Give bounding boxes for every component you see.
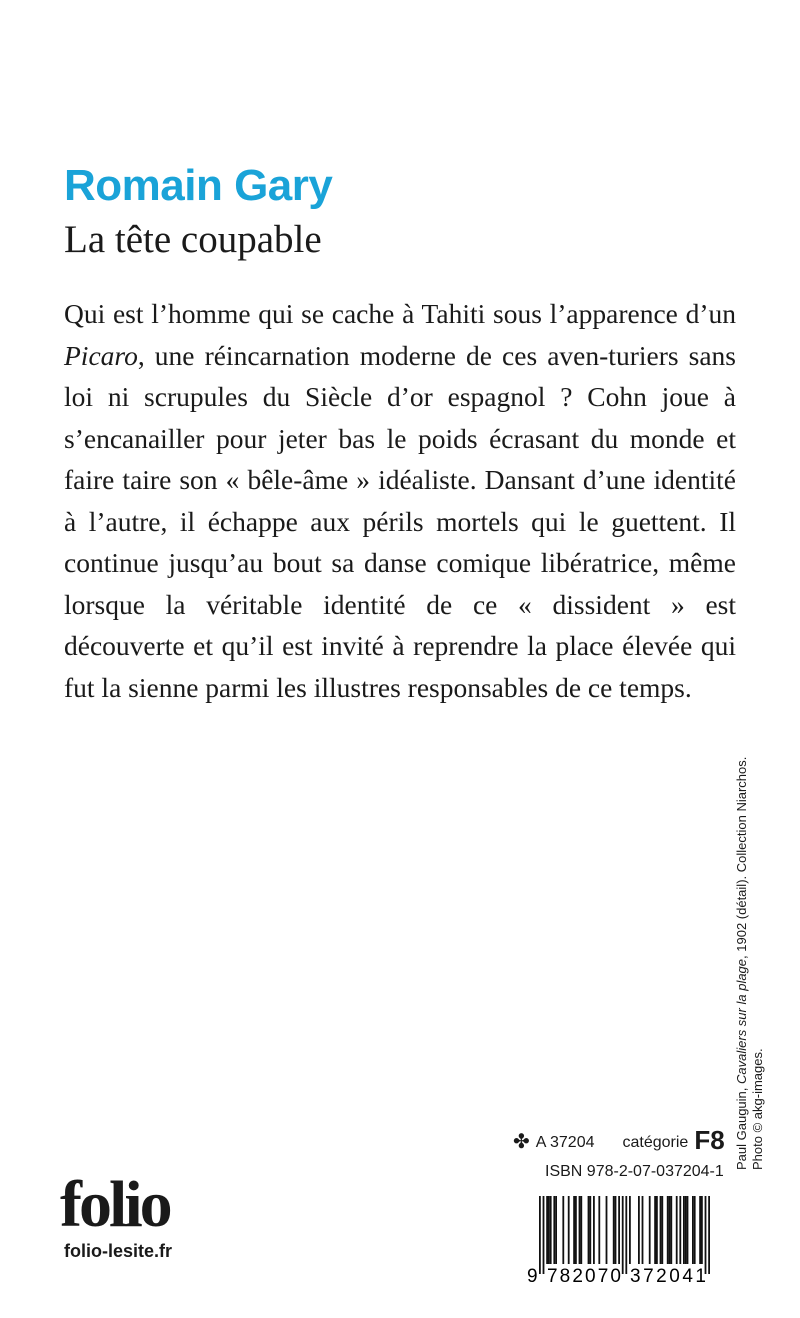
barcode-bar [613, 1196, 615, 1264]
barcode-digit-group-2: 372041 [630, 1266, 706, 1286]
blurb-paragraph [64, 293, 736, 708]
barcode-bar [593, 1196, 595, 1264]
blurb-text-rest: , une réincarnation moderne de ces aven-turiers sans loi ni scrupules du Siècle d’or espagnol ? Cohn joue à s’encanailler pour jeter bas le poids écrasant du monde et faire taire son « bêle-âme » idéaliste. Dansant d’une identité à l’autre, il échappe aux périls mortels qui le guettent. Il continue jusqu’au bout sa danse comique libératrice, même lorsque la véritable identité de ce « dissident » est découverte et qu’il est invité à reprendre la place élevée qui fut la sienne parmi les illustres responsables de ce temps. [64, 339, 736, 703]
barcode-bar [625, 1196, 627, 1274]
barcode-bar [543, 1196, 545, 1274]
barcode-bar [588, 1196, 590, 1264]
catalog-reference: A 37204 [535, 1134, 595, 1151]
credit-details: , 1902 (détail). Collection Niarchos. [734, 756, 749, 959]
barcode-bar [629, 1196, 631, 1264]
back-cover-blurb [64, 293, 736, 708]
barcode-bar [589, 1196, 591, 1264]
barcode-bar [705, 1196, 707, 1274]
barcode-bar [699, 1196, 701, 1264]
barcode-bar [660, 1196, 662, 1264]
barcode-bar [667, 1196, 669, 1264]
barcode-bar [692, 1196, 694, 1264]
credit-line-1 [734, 650, 750, 1170]
barcode-bar [568, 1196, 570, 1264]
barcode-bar [669, 1196, 671, 1264]
barcode-bar [575, 1196, 577, 1264]
barcode-bar [649, 1196, 651, 1264]
blurb-italic-word: Picaro [64, 339, 138, 371]
barcode-bar [606, 1196, 608, 1264]
barcode-bar [562, 1196, 564, 1264]
barcode-bar [555, 1196, 557, 1264]
barcode-bar [579, 1196, 581, 1264]
barcode-digit-group-1: 782070 [547, 1266, 621, 1286]
barcode-bar [553, 1196, 555, 1264]
credit-line-2: Photo © akg-images. [750, 1048, 765, 1170]
barcode-bar [573, 1196, 575, 1264]
barcode-bar [685, 1196, 687, 1264]
isbn-number: ISBN 978-2-07-037204-1 [545, 1163, 724, 1180]
barcode-bar [580, 1196, 582, 1264]
barcode-bar [676, 1196, 678, 1264]
barcode-bar [598, 1196, 600, 1264]
publisher-ornament-icon: ✤ [513, 1131, 530, 1153]
barcode-bar [708, 1196, 710, 1274]
barcode-bar [539, 1196, 541, 1274]
barcode-bar [661, 1196, 663, 1264]
barcode-bars [539, 1196, 710, 1274]
catalog-code-line [513, 1125, 725, 1155]
barcode-bar [638, 1196, 640, 1264]
isbn-barcode [527, 1196, 717, 1286]
credit-painter: Paul Gauguin, [734, 1083, 749, 1170]
barcode-bar [546, 1196, 548, 1264]
author-name: Romain Gary [64, 161, 333, 210]
cover-illustration-credit [734, 650, 774, 1170]
credit-artwork-title: Cavaliers sur la plage [734, 958, 749, 1084]
barcode-bar [550, 1196, 552, 1264]
barcode-bar [701, 1196, 703, 1264]
category-label: catégorie [622, 1134, 689, 1151]
publisher-website: folio-lesite.fr [64, 1241, 173, 1261]
blurb-text-start: Qui est l’homme qui se cache à Tahiti sous l’apparence d’un [64, 298, 736, 329]
barcode-bar [683, 1196, 685, 1264]
barcode-bar [687, 1196, 689, 1264]
barcode-bar [694, 1196, 696, 1264]
barcode-bar [615, 1196, 617, 1264]
barcode-bar [618, 1196, 620, 1264]
book-title: La tête coupable [64, 218, 322, 261]
category-code: F8 [694, 1125, 725, 1155]
barcode-bar [656, 1196, 658, 1264]
barcode-bar [548, 1196, 550, 1264]
barcode-lead-digit: 9 [527, 1266, 538, 1286]
barcode-bar [622, 1196, 624, 1274]
barcode-bar [679, 1196, 681, 1264]
folio-logo: folio [60, 1168, 170, 1241]
barcode-bar [642, 1196, 644, 1264]
barcode-bar [654, 1196, 656, 1264]
barcode-bar [670, 1196, 672, 1264]
